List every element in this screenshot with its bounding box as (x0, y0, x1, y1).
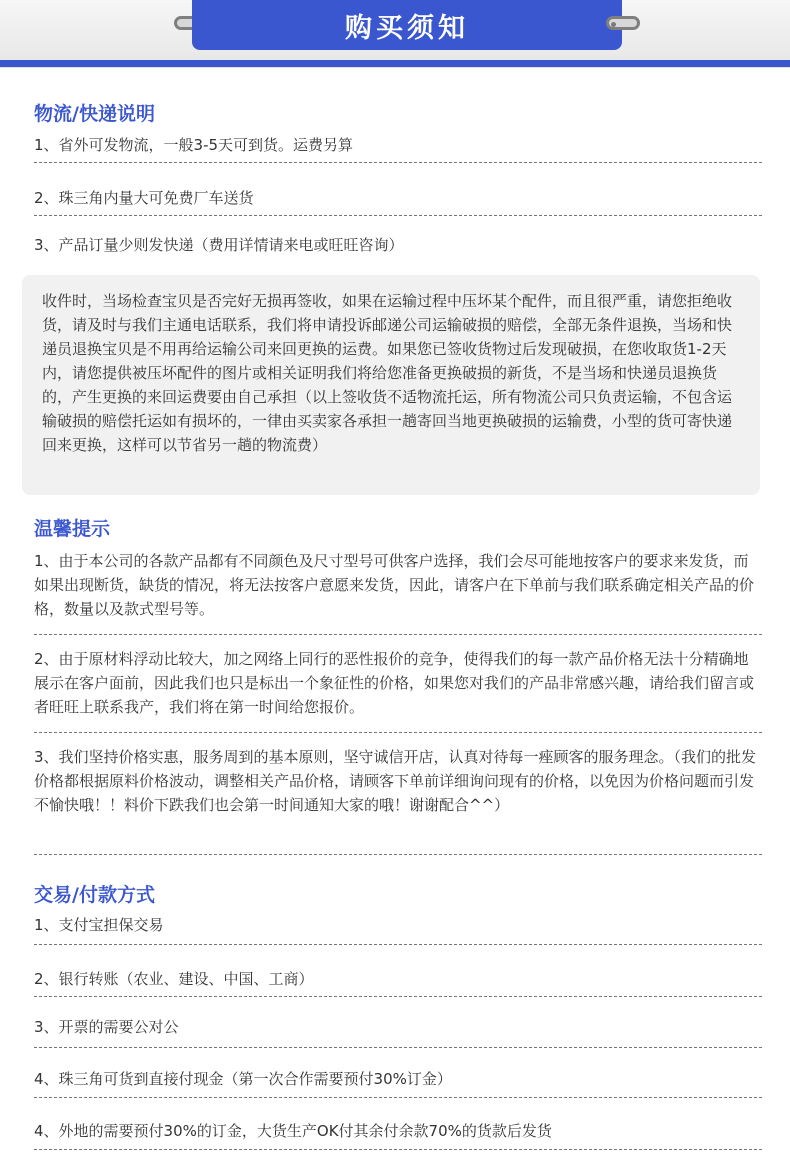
section-title-logistics: 物流/快递说明 (34, 103, 155, 125)
list-item-text: 3、产品订量少则发快递（费用详情请来电或旺旺咨询） (34, 236, 404, 254)
notice-text: 收件时，当场检查宝贝是否完好无损再签收，如果在运输过程中压坏某个配件，而且很严重，请您拒绝收货，请及时与我们主通电话联系，我们将申请投诉邮递公司运输破损的赔偿，全部无条件退换，当场和快递员退换宝贝是不用再给运输公司来回更换的运费。如果您已签收货物过后发现破损，在您收取货1-2天内，请您提供被压坏配件的图片或相关证明我们将给您准备更换破损的新货，不是当场和快递员退换货的，产生更换的来回运费要由自己承担（以上签收货不适物流托运，所有物流公司只负责运输，不包含运输破损的赔偿托运如有损坏的，一律由买卖家各承担一趟寄回当地更换破损的运输费，小型的货可寄快递回来更换，这样可以节省另一趟的物流费） (42, 292, 733, 454)
list-item (34, 647, 762, 733)
notice-box (22, 275, 760, 495)
list-item-text: 2、珠三角内量大可免费厂车送货 (34, 189, 254, 207)
list-item-text: 3、我们坚持价格实惠，服务周到的基本原则，坚守诚信开店，认真对待每一痤顾客的服务理念。（我们的批发价格都根据原料价格波动，调整相关产品价格，请顾客下单前详细询问现有的价格，以免因为价格问题而引发不愉快哦！！料价下跌我们也会第一时间通知大家的哦！谢谢配合^^） (34, 748, 757, 814)
list-item-text: 1、由于本公司的各款产品都有不同颜色及尺寸型号可供客户选择，我们会尽可能地按客户的要求来发货，而如果出现断货，缺货的情况，将无法按客户意愿来发货，因此，请客户在下单前与我们联系确定相关产品的价格，数量以及款式型号等。 (34, 552, 755, 618)
binder-clip-icon (606, 16, 640, 30)
section-title-payment: 交易/付款方式 (34, 884, 155, 906)
list-item (34, 186, 762, 216)
list-item (34, 133, 762, 163)
header-divider (0, 60, 790, 67)
list-item (34, 745, 762, 855)
list-item-text: 2、银行转账（农业、建设、中国、工商） (34, 970, 314, 988)
header-tab (192, 0, 622, 50)
list-item (34, 1067, 762, 1098)
list-item-text: 1、省外可发物流，一般3-5天可到货。运费另算 (34, 136, 354, 154)
list-item-text: 2、由于原材料浮动比较大，加之网络上同行的恶性报价的竞争，使得我们的每一款产品价格无法十分精确地展示在客户面前，因此我们也只是标出一个象征性的价格，如果您对我们的产品非常感兴趣，请给我们留言或者旺旺上联系我产，我们将在第一时间给您报价。 (34, 650, 755, 716)
page-title: 购买须知 (345, 12, 469, 44)
list-item-text: 4、珠三角可货到直接付现金（第一次合作需要预付30%订金） (34, 1070, 452, 1088)
list-item (34, 549, 762, 635)
page-header (0, 0, 790, 68)
list-item (34, 1119, 762, 1150)
section-title-tips: 温馨提示 (34, 518, 111, 540)
list-item-text: 4、外地的需要预付30%的订金，大货生产OK付其余付余款70%的货款后发货 (34, 1122, 552, 1140)
list-item (34, 233, 762, 263)
list-item (34, 913, 762, 945)
list-item (34, 967, 762, 997)
list-item (34, 1015, 762, 1048)
list-item-text: 1、支付宝担保交易 (34, 916, 164, 934)
list-item-text: 3、开票的需要公对公 (34, 1018, 179, 1036)
